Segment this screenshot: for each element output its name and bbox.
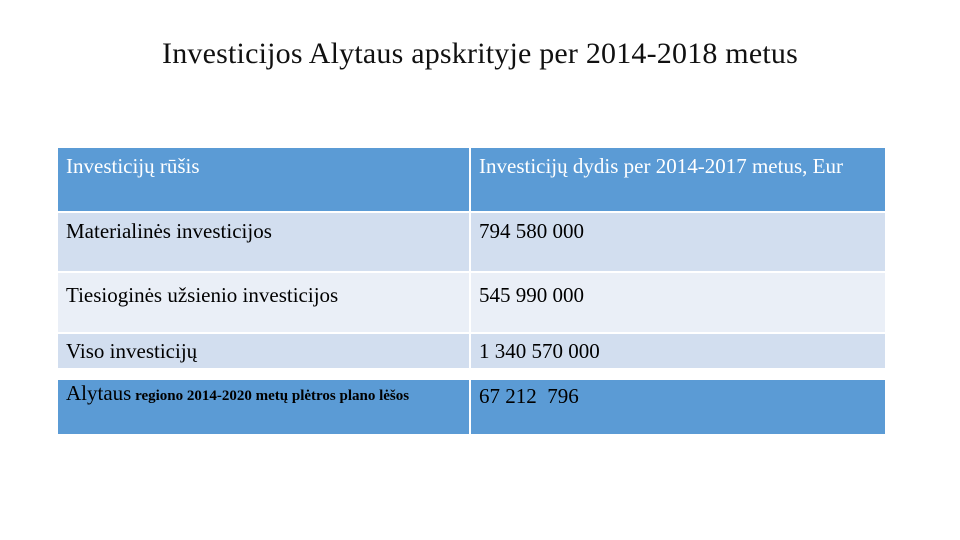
header-cell-type: Investicijų rūšis (58, 148, 469, 211)
table-header-row (58, 148, 885, 211)
row-value: 1 340 570 000 (471, 334, 885, 368)
row-label-part1: Alytaus (66, 381, 132, 405)
row-value: 67 212 796 (471, 380, 885, 434)
row-value: 545 990 000 (471, 273, 885, 332)
row-label: Tiesioginės užsienio investicijos (58, 273, 469, 332)
table-row (58, 213, 885, 271)
row-label: Materialinės investicijos (58, 213, 469, 271)
table-row (58, 334, 885, 368)
table-row-highlight (58, 380, 885, 434)
row-label (58, 380, 469, 434)
row-label-part2: regiono 2014-2020 metų plėtros plano lėšos (131, 388, 410, 404)
table-row (58, 273, 885, 332)
slide-title: Investicijos Alytaus apskrityje per 2014-2018 metus (162, 37, 798, 70)
row-label: Viso investicijų (58, 334, 469, 368)
header-cell-amount: Investicijų dydis per 2014-2017 metus, Eur (471, 148, 885, 211)
row-value: 794 580 000 (471, 213, 885, 271)
